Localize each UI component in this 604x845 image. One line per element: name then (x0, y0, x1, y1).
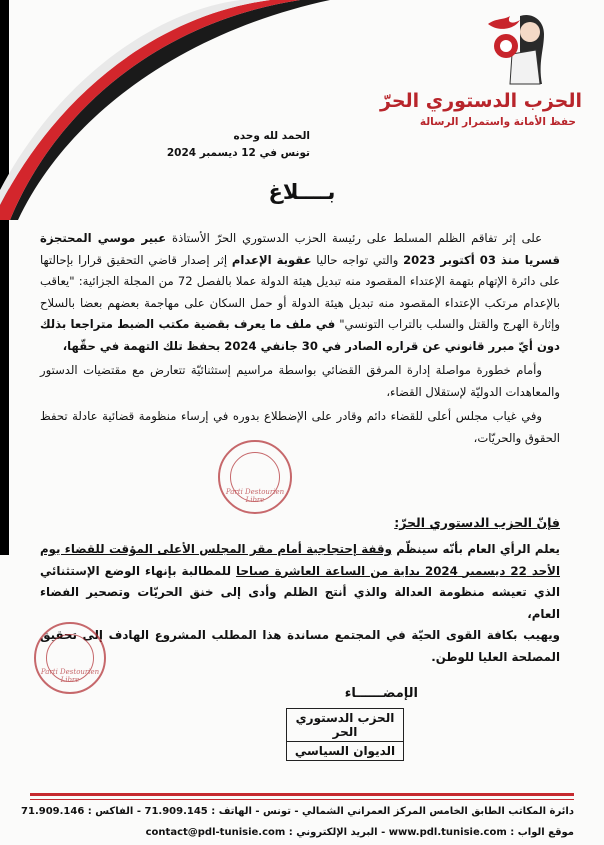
signature-line-2: الديوان السياسي (287, 741, 403, 760)
section-title: فإنّ الحزب الدستوري الحرّ: (394, 515, 560, 530)
document-date: تونس في 12 ديسمبر 2024 (166, 147, 310, 159)
statement-body (40, 228, 560, 452)
date-block (167, 128, 310, 162)
p1-text-e: إثر إصدار قاضي التحقيق قرارا بإحالتها على دائرة الإتهام بتهمة الإعتداء المقصود منه تبديل هيئة الدولة عملا بالفصل 72 من المجلة الجزائية: "يعاقب بالإعدام مرتكب الإعتداء المقصود منه تبديل هيئة الدولة أو حمل السكان على مهاجمة بعضهم بعضا بالسلاح وإثارة الهرج والقتل والسلب بالتراب التونسي" (40, 252, 560, 331)
party-name: الحزب الدستوري الحرّ (380, 90, 582, 112)
signature-line-1: الحزب الدستوري الحر (295, 711, 395, 739)
call-text-2: وقفة إحتجاجية أمام مقر المجلس الأعلى المؤقت للقضاء يوم الأحد 22 ديسمبر 2024 بداية من الساعة العاشرة صباحا (40, 542, 560, 578)
party-stamp (218, 440, 292, 514)
p1-text-d: عقوبة الإعدام (231, 252, 312, 267)
stamp-text: Parti Destourien Libre (225, 488, 285, 504)
party-slogan: حفظ الأمانة واستمرار الرسالة (419, 116, 576, 128)
call-text-1: يعلم الرأي العام بأنّه سينظّم (391, 542, 560, 556)
call-text-3: للمطالبة بإنهاء الوضع الإستثنائي الذي تعيشه منظومة العدالة والذي أنتج الظلم وأدى إلى خنق الحريّات وتصحير الفضاء العام، (40, 563, 560, 621)
party-stamp-2 (34, 622, 106, 694)
stamp-text-2: Parti Destourien Libre (40, 668, 100, 684)
p1-text-c: والتي تواجه حاليا (311, 252, 404, 267)
p1-text-b: عبير موسي المحتجزة قسريا منذ 03 أكتوبر 2023 (40, 231, 561, 267)
signature-label: الإمضــــــاء (344, 686, 418, 701)
p1-text-a: على إثر تفاقم الظلم المسلط على رئيسة الحزب الدستوري الحرّ الأستاذة (166, 231, 542, 245)
party-logo (380, 10, 582, 130)
document-title: بــــلاغ (268, 180, 336, 204)
paragraph-2: وأمام خطورة مواصلة إدارة المرفق القضائي بواسطة مراسيم إستثنائيّة تتعارض مع مقتضيات الدستور والمعاهدات الدوليّة لإستقلال القضاء، (40, 363, 560, 399)
call-text-4: ويهيب بكافة القوى الحيّة في المجتمع مساندة هذا المطلب المشروع الهادف إلى تحقيق المصلحة العليا للوطن. (40, 628, 560, 664)
p1-text-f: في ملف ما يعرف بقضية مكتب الضبط متراجعا بذلك دون أيّ مبرر قانوني عن قراره الصادر في 30 جانفي 2024 بحفظ تلك التهمة في حقّها، (40, 317, 560, 353)
paragraph-3: وفي غياب مجلس أعلى للقضاء دائم وقادر على الإضطلاع بدوره في إرساء منظومة قضائية عادلة تحفظ الحقوق والحريّات، (40, 409, 560, 445)
footer-divider-thin (30, 799, 574, 800)
footer-address: دائرة المكاتب الطابق الخامس المركز العمراني الشمالي - تونس - الهاتف : 71.909.145 - الفاكس : 71.909.146 (21, 806, 574, 817)
paragraph-1 (40, 228, 560, 357)
signature-box (286, 708, 404, 761)
invocation: الحمد لله وحده (233, 130, 310, 142)
footer-contact: موقع الواب : www.pdl.tunisie.com - البريد الإلكتروني : contact@pdl-tunisie.com (145, 827, 574, 838)
call-to-action (40, 539, 560, 668)
footer-divider (30, 793, 574, 796)
woman-torch-logo-icon (484, 10, 554, 88)
